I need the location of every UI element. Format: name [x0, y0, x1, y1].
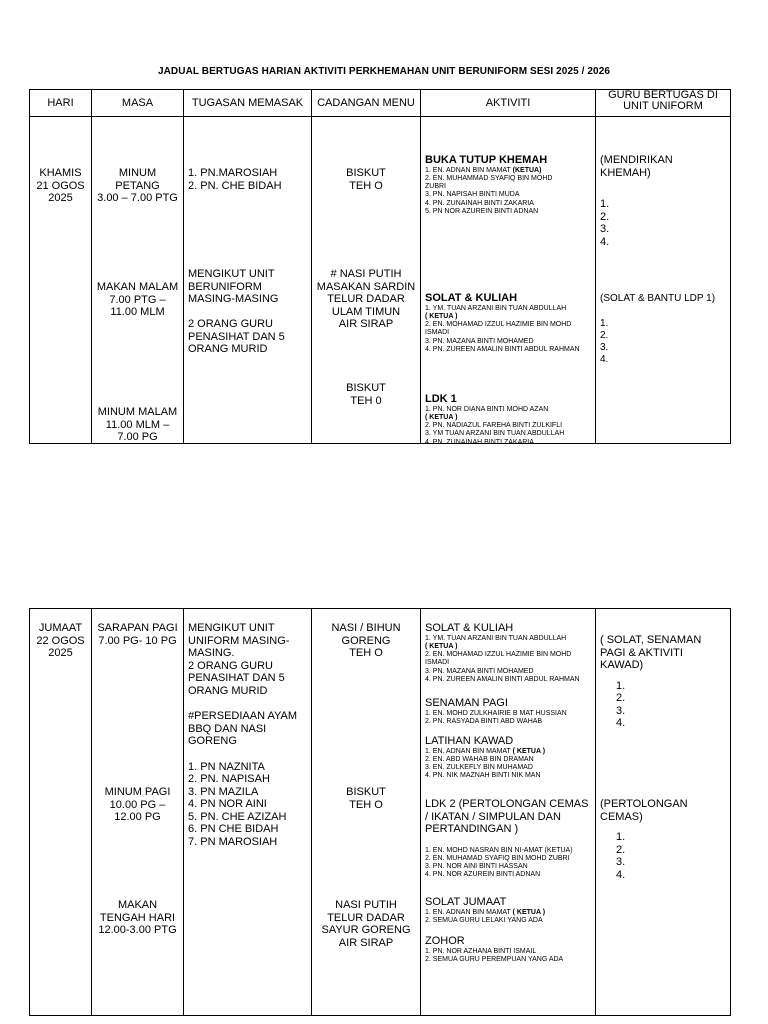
aktiviti-cell	[421, 609, 596, 1016]
header-guru-bertugas: GURU BERTUGAS DI UNIT UNIFORM	[596, 90, 731, 117]
menu-cell	[312, 609, 421, 1016]
memasak-line: MASING.	[188, 647, 235, 659]
masa-line: PETANG	[115, 179, 160, 192]
menu-line: AIR SIRAP	[338, 936, 394, 949]
menu-line: TEH O	[349, 179, 383, 192]
activity-member: 1. EN. ADNAN BIN MAMAT	[425, 166, 511, 174]
activity-member: 3. PN. NOR AINI BINTI HASSAN	[425, 863, 528, 871]
masa-line: MINUM	[118, 167, 157, 179]
memasak-line: MASING-MASING	[188, 293, 279, 305]
masa-line: 3.00 – 7.00 PTG	[97, 192, 178, 204]
memasak-line: ORANG MURID	[188, 684, 268, 697]
activity-member: 3. YM TUAN ARZANI BIN TUAN ABDULLAH	[425, 430, 565, 438]
memasak-line: BERUNIFORM	[188, 280, 262, 293]
memasak-cell	[184, 117, 312, 444]
memasak-line: GORENG	[188, 735, 237, 747]
memasak-line: BBQ DAN NASI	[188, 722, 267, 735]
guru-label: (SOLAT & BANTU LDP 1)	[600, 293, 716, 304]
menu-line: SAYUR GORENG	[321, 924, 411, 936]
guru-label: KHEMAH)	[600, 166, 651, 179]
memasak-item: 6. PN CHE BIDAH	[188, 823, 279, 835]
activity-member: 4. PN. ZUNAINAH BINTI ZAKARIA	[425, 438, 534, 446]
ketua-tag: ( KETUA )	[425, 413, 458, 421]
page-title: JADUAL BERTUGAS HARIAN AKTIVITI PERKHEMAHAN UNIT BERUNIFORM SESI 2025 / 2026	[157, 66, 611, 77]
header-hari: HARI	[30, 90, 92, 117]
masa-line: 7.00 PTG –	[109, 293, 166, 306]
memasak-line: #PERSEDIAAN AYAM	[188, 710, 298, 722]
masa-line: MINUM PAGI	[104, 786, 171, 798]
guru-slot: 4.	[600, 354, 609, 365]
activity-member: 1. EN. ADNAN BIN MAMAT	[425, 747, 511, 755]
activity-member: ISMADI	[425, 329, 450, 337]
ketua-tag: ( KETUA )	[512, 908, 546, 916]
masa-line: MINUM MALAM	[97, 406, 178, 418]
activity-heading: SOLAT & KULIAH	[425, 292, 518, 304]
hari-date: 22 OGOS	[36, 634, 85, 647]
activity-member: 2. PN. NADIAZUL FAREHA BINTI ZULKIFLI	[425, 422, 563, 430]
memasak-item: 1. PN NAZNITA	[188, 760, 265, 773]
activity-member: 1. YM. TUAN ARZANI BIN TUAN ABDULLAH	[425, 304, 567, 312]
guru-slot: 2.	[600, 210, 610, 223]
activity-member: ISMADI	[425, 659, 450, 667]
memasak-cell	[184, 609, 312, 1016]
menu-line: # NASI PUTIH	[330, 268, 402, 280]
guru-label: KAWAD)	[600, 659, 644, 671]
activity-member: 4. PN. ZUNAINAH BINTI ZAKARIA	[425, 199, 534, 207]
activity-member: 4. PN. ZUREEN AMALIN BINTI ABDUL RAHMAN	[425, 675, 580, 683]
menu-line: MASAKAN SARDIN	[316, 280, 416, 293]
masa-line: 12.00-3.00 PTG	[98, 924, 177, 936]
header-aktiviti: AKTIVITI	[421, 90, 596, 117]
guru-slot: 3.	[600, 342, 609, 353]
activity-member: 1. PN. NOR AZHANA BINTI ISMAIL	[425, 947, 537, 955]
activity-member: 1. YM. TUAN ARZANI BIN TUAN ABDULLAH	[425, 634, 567, 642]
guru-slot: 4.	[616, 868, 626, 881]
guru-slot: 3.	[616, 856, 626, 868]
guru-label: PAGI & AKTIVITI	[600, 646, 683, 659]
activity-member: 3. EN. ZULKEFLY BIN MUHAMAD	[425, 764, 533, 772]
hari-cell	[30, 117, 92, 444]
menu-line: GORENG	[341, 634, 391, 647]
guru-label: ( SOLAT, SENAMAN	[600, 634, 702, 646]
memasak-item: 2. PN. NAPISAH	[188, 773, 270, 785]
menu-line: TEH O	[349, 647, 383, 659]
memasak-line: ORANG MURID	[188, 343, 268, 355]
masa-line: 11.00 MLM	[110, 306, 165, 318]
guru-slot: 4.	[616, 717, 626, 729]
guru-slot: 1.	[600, 198, 610, 210]
menu-line: AIR SIRAP	[338, 318, 394, 330]
guru-label: (PERTOLONGAN	[600, 798, 688, 810]
menu-line: NASI PUTIH	[335, 899, 397, 911]
activity-member: 4. PN. NIK MAZNAH BINTI NIK MAN	[425, 772, 541, 780]
activity-member: 2. EN. ABD WAHAB BIN DRAMAN	[425, 755, 534, 763]
activity-heading: SOLAT JUMAAT	[425, 896, 507, 908]
activity-heading: LATIHAN KAWAD	[425, 735, 514, 747]
guru-slot: 1.	[600, 318, 609, 329]
menu-line: TEH O	[349, 798, 383, 811]
activity-member: 1. EN. MOHD ZULKHAIRIE B MAT HUSSIAN	[425, 709, 567, 717]
memasak-item: 4. PN NOR AINI	[188, 798, 267, 810]
schedule-table-thursday	[29, 89, 731, 444]
menu-line: TEH 0	[350, 394, 382, 407]
guru-slot: 1.	[616, 831, 626, 843]
header-row	[30, 90, 731, 117]
activity-member: 2. EN. MUHAMAD SYAFIQ BIN MOHD ZUBRI	[425, 854, 570, 862]
memasak-line: MENGIKUT UNIT	[188, 622, 275, 634]
menu-line: ULAM TIMUN	[331, 305, 401, 318]
activity-heading: SOLAT & KULIAH	[425, 622, 514, 634]
memasak-line: 2 ORANG GURU	[188, 318, 273, 330]
activity-heading: ZOHOR	[425, 935, 465, 947]
masa-line: 10.00 PG –	[109, 798, 166, 811]
aktiviti-cell	[421, 117, 596, 444]
activity-member: 4. PN. NOR AZUREIN BINTI ADNAN	[425, 871, 541, 879]
menu-line: TELUR DADAR	[327, 911, 405, 924]
hari-date: 21 OGOS	[36, 179, 85, 192]
memasak-item: 1. PN.MAROSIAH	[188, 167, 278, 179]
hari-cell	[30, 609, 92, 1016]
guru-slot: 1.	[616, 679, 626, 692]
masa-cell	[92, 609, 184, 1016]
activity-member: 2. SEMUA GURU PEREMPUAN YANG ADA	[425, 955, 564, 963]
menu-line: BISKUT	[346, 382, 386, 394]
activity-member: 1. PN. NOR DIANA BINTI MOHD AZAN	[425, 405, 549, 413]
activity-member: 5. PN NOR AZUREIN BINTI ADNAN	[425, 207, 539, 215]
activity-member: 4. PN. ZUREEN AMALIN BINTI ABDUL RAHMAN	[425, 345, 580, 353]
activity-heading: SENAMAN PAGI	[425, 697, 508, 709]
day-row-friday	[30, 609, 731, 1016]
ketua-tag: (KETUA)	[512, 166, 542, 174]
activity-member: 1. EN. ADNAN BIN MAMAT	[425, 908, 511, 916]
masa-line: 11.00 MLM –	[105, 418, 170, 431]
masa-line: MAKAN MALAM	[96, 281, 179, 293]
guru-slot: 4.	[600, 235, 610, 248]
guru-slot: 2.	[600, 330, 609, 341]
memasak-item: 3. PN MAZILA	[188, 785, 259, 798]
guru-cell	[596, 117, 731, 444]
guru-slot: 2.	[616, 692, 626, 704]
guru-slot: 3.	[600, 223, 610, 235]
ketua-tag: ( KETUA )	[425, 312, 458, 320]
guru-slot: 2.	[616, 843, 626, 856]
activity-member: 3. PN. NAPISAH BINTI MUDA	[425, 191, 520, 199]
activity-member: 1. EN. MOHD NASRAN BIN NI-AMAT (KETUA)	[425, 846, 573, 854]
menu-line: BISKUT	[346, 167, 386, 179]
activity-heading: PERTANDINGAN )	[425, 823, 519, 835]
hari-day: KHAMIS	[39, 167, 82, 179]
masa-line: SARAPAN PAGI	[97, 622, 178, 634]
memasak-item: 7. PN MAROSIAH	[188, 835, 278, 848]
masa-line: 12.00 PG	[114, 811, 161, 823]
menu-cell	[312, 117, 421, 444]
memasak-item: 5. PN. CHE AZIZAH	[188, 810, 287, 823]
activity-heading: LDK 1	[425, 393, 457, 405]
activity-member: ZUBRI	[425, 183, 446, 191]
guru-label: CEMAS)	[600, 810, 643, 823]
memasak-item: 2. PN. CHE BIDAH	[188, 179, 282, 192]
masa-line: 7.00 PG- 10 PG	[98, 634, 177, 647]
memasak-line: MENGIKUT UNIT	[188, 268, 275, 280]
masa-line: TENGAH HARI	[99, 911, 176, 924]
memasak-line: PENASIHAT DAN 5	[188, 330, 285, 343]
hari-year: 2025	[48, 192, 73, 204]
activity-member: 2. EN. MOHAMAD IZZUL HAZIMIE BIN MOHD	[425, 651, 572, 659]
memasak-line: PENASIHAT DAN 5	[188, 672, 285, 684]
schedule-table-friday	[29, 608, 731, 1016]
header-cadangan-menu: CADANGAN MENU	[312, 90, 421, 117]
activity-member: 2. EN. MUHAMMAD SYAFIQ BIN MOHD	[425, 174, 553, 182]
activity-heading: LDK 2 (PERTOLONGAN CEMAS	[425, 798, 589, 810]
ketua-tag: ( KETUA )	[425, 642, 458, 650]
memasak-line: UNIFORM MASING-	[188, 634, 290, 647]
guru-cell	[596, 609, 731, 1016]
ketua-tag: ( KETUA )	[512, 747, 546, 755]
guru-slot: 3.	[616, 704, 626, 717]
menu-line: BISKUT	[346, 786, 386, 798]
header-tugasan-memasak: TUGASAN MEMASAK	[184, 90, 312, 117]
menu-line: NASI / BIHUN	[331, 622, 401, 634]
hari-year: 2025	[48, 647, 73, 659]
hari-day: JUMAAT	[38, 622, 83, 634]
header-masa: MASA	[92, 90, 184, 117]
masa-cell	[92, 117, 184, 444]
activity-heading: BUKA TUTUP KHEMAH	[425, 154, 548, 166]
activity-member: 3. PN. MAZANA BINTI MOHAMED	[425, 667, 534, 675]
activity-heading: / IKATAN / SIMPULAN DAN	[425, 810, 561, 823]
masa-line: MAKAN	[117, 899, 158, 911]
memasak-line: 2 ORANG GURU	[188, 659, 273, 672]
activity-member: 2. PN. RASYADA BINTI ABD WAHAB	[425, 717, 543, 725]
activity-member: 3. PN. MAZANA BINTI MOHAMED	[425, 337, 534, 345]
activity-member: 2. EN. MOHAMAD IZZUL HAZIMIE BIN MOHD	[425, 321, 572, 329]
masa-line: 7.00 PG	[117, 431, 158, 443]
day-row-thursday	[30, 117, 731, 444]
menu-line: TELUR DADAR	[327, 293, 405, 305]
guru-label: (MENDIRIKAN	[600, 154, 673, 166]
activity-member: 2. SEMUA GURU LELAKI YANG ADA	[425, 916, 543, 924]
